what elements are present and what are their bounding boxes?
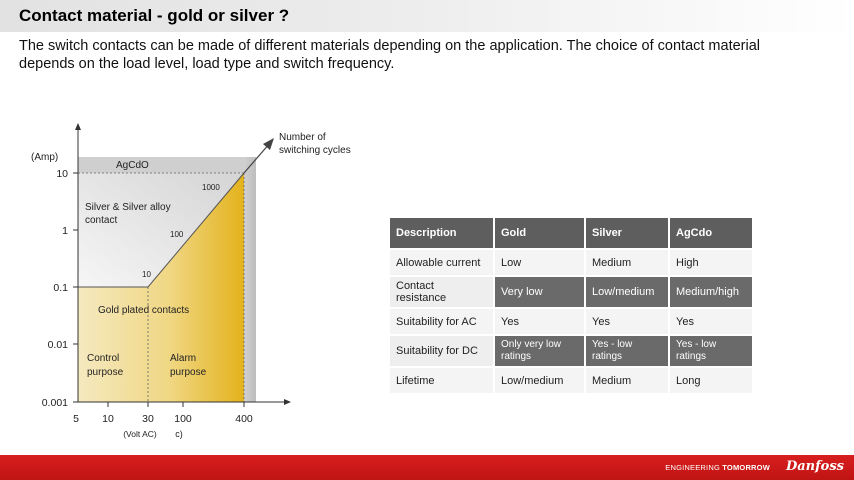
x-tick-label: 400 bbox=[235, 413, 253, 425]
x-axis-arrow bbox=[284, 399, 291, 405]
cycles-arrow-head bbox=[263, 138, 274, 150]
x-tick-label: 30 bbox=[142, 413, 154, 425]
row-label: Suitability for AC bbox=[390, 309, 493, 334]
silver-region-label-line2: contact bbox=[85, 215, 118, 226]
y-tick-label: 0.001 bbox=[41, 397, 68, 409]
table-row bbox=[390, 309, 752, 334]
cell-agcdo: Medium/high bbox=[670, 277, 752, 307]
cell-gold: Only very low ratings bbox=[495, 336, 584, 366]
table-row bbox=[390, 336, 752, 366]
agcdo-wall bbox=[244, 157, 256, 402]
control-purpose-line2: purpose bbox=[87, 367, 124, 378]
agcdo-region bbox=[78, 157, 256, 173]
footer-tagline bbox=[665, 463, 770, 472]
cell-agcdo: Yes - low ratings bbox=[670, 336, 752, 366]
footer-bar bbox=[0, 455, 854, 480]
cycle-label-100: 100 bbox=[170, 230, 184, 239]
cell-silver: Medium bbox=[586, 368, 668, 393]
contact-material-diagram bbox=[0, 118, 380, 448]
y-axis-unit: (Amp) bbox=[31, 152, 59, 163]
table-row bbox=[390, 368, 752, 393]
row-label: Contact resistance bbox=[390, 277, 493, 307]
cell-gold: Very low bbox=[495, 277, 584, 307]
cell-agcdo: High bbox=[670, 250, 752, 275]
y-tick-label: 10 bbox=[56, 168, 68, 180]
y-tick-label: 1 bbox=[62, 225, 68, 237]
x-axis-unit-suffix: c) bbox=[175, 429, 183, 439]
row-label: Suitability for DC bbox=[390, 336, 493, 366]
page-title: Contact material - gold or silver ? bbox=[19, 6, 290, 25]
tagline-bold: TOMORROW bbox=[722, 463, 770, 472]
danfoss-logo: Danfoss bbox=[785, 459, 844, 474]
silver-region-label-line1: Silver & Silver alloy bbox=[85, 202, 171, 213]
cell-silver: Medium bbox=[586, 250, 668, 275]
cell-silver: Low/medium bbox=[586, 277, 668, 307]
row-label: Allowable current bbox=[390, 250, 493, 275]
cell-gold: Low bbox=[495, 250, 584, 275]
material-comparison-table bbox=[388, 216, 754, 395]
cycles-note-line2: switching cycles bbox=[279, 145, 351, 156]
x-tick-label: 5 bbox=[73, 413, 79, 425]
gold-region-label: Gold plated contacts bbox=[98, 305, 190, 316]
table-row bbox=[390, 250, 752, 275]
alarm-purpose-line2: purpose bbox=[170, 367, 207, 378]
cell-gold: Low/medium bbox=[495, 368, 584, 393]
agcdo-label: AgCdO bbox=[116, 160, 149, 171]
header-gold: Gold bbox=[495, 218, 584, 248]
cycle-label-10: 10 bbox=[142, 270, 151, 279]
header-agcdo: AgCdo bbox=[670, 218, 752, 248]
cell-agcdo: Yes bbox=[670, 309, 752, 334]
cycles-note-line1: Number of bbox=[279, 132, 326, 143]
control-purpose-line1: Control bbox=[87, 353, 120, 364]
cell-silver: Yes bbox=[586, 309, 668, 334]
alarm-purpose-line1: Alarm bbox=[170, 353, 197, 364]
cell-gold: Yes bbox=[495, 309, 584, 334]
header-description: Description bbox=[390, 218, 493, 248]
intro-text: The switch contacts can be made of different materials depending on the application. The choice of contact material depends on the load level, load type and switch frequency. bbox=[19, 38, 761, 72]
title-bar bbox=[0, 0, 854, 32]
x-tick-label: 10 bbox=[102, 413, 114, 425]
table-row bbox=[390, 277, 752, 307]
row-label: Lifetime bbox=[390, 368, 493, 393]
table-header-row bbox=[390, 218, 752, 248]
tagline-prefix: ENGINEERING bbox=[665, 463, 720, 472]
header-silver: Silver bbox=[586, 218, 668, 248]
x-axis-unit: (Volt AC) bbox=[123, 429, 157, 439]
y-tick-label: 0.01 bbox=[47, 339, 68, 351]
x-tick-label: 100 bbox=[174, 413, 192, 425]
cell-agcdo: Long bbox=[670, 368, 752, 393]
cycle-label-1000: 1000 bbox=[202, 183, 220, 192]
cell-silver: Yes - low ratings bbox=[586, 336, 668, 366]
y-tick-label: 0.1 bbox=[53, 282, 68, 294]
y-axis-arrow bbox=[75, 123, 81, 130]
